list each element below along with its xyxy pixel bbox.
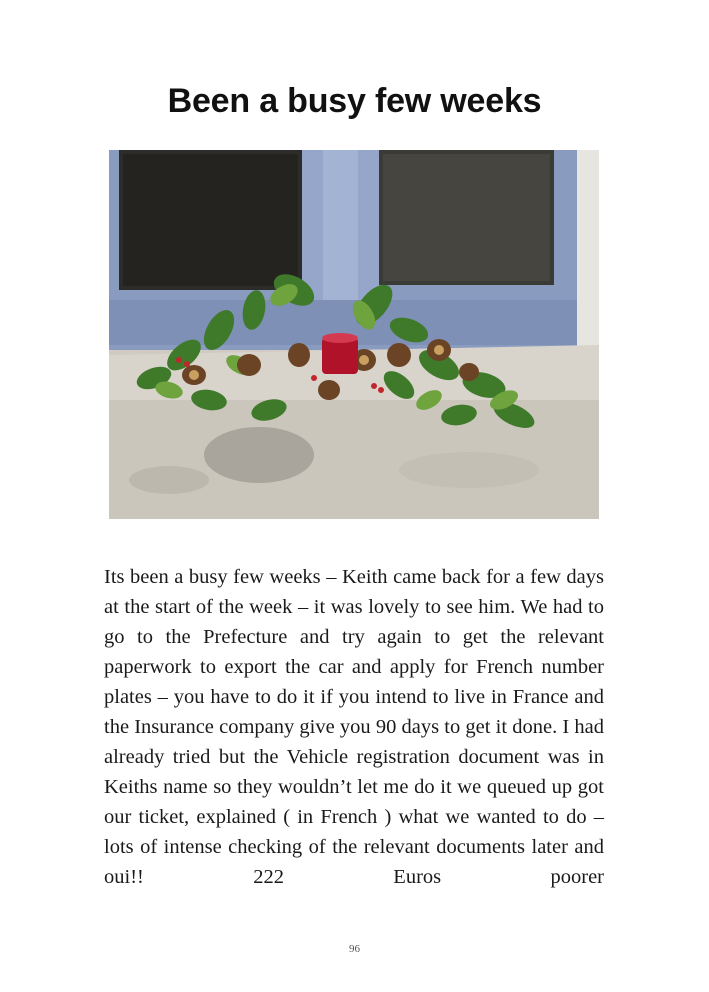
- christmas-window-sill-photo: [109, 150, 599, 519]
- page-number: 96: [349, 943, 360, 955]
- page-title: Been a busy few weeks: [167, 82, 542, 120]
- article-body: Its been a busy few weeks – Keith came back for a few days at the start of the week – it was lovely to see him. We had to go to the Prefecture and try again to get the relevant paperwork to export the car and apply for French number plates – you have to do it if you intend to live in France and the Insurance company give you 90 days to get it done. I had already tried but the Vehicle registration document was in Keiths name so they wouldn’t let me do it we queued up got our ticket, explained ( in French ) what we wanted to do – lots of intense checking of the relevant documents later and oui!! 222 Euros poorer: [104, 566, 604, 888]
